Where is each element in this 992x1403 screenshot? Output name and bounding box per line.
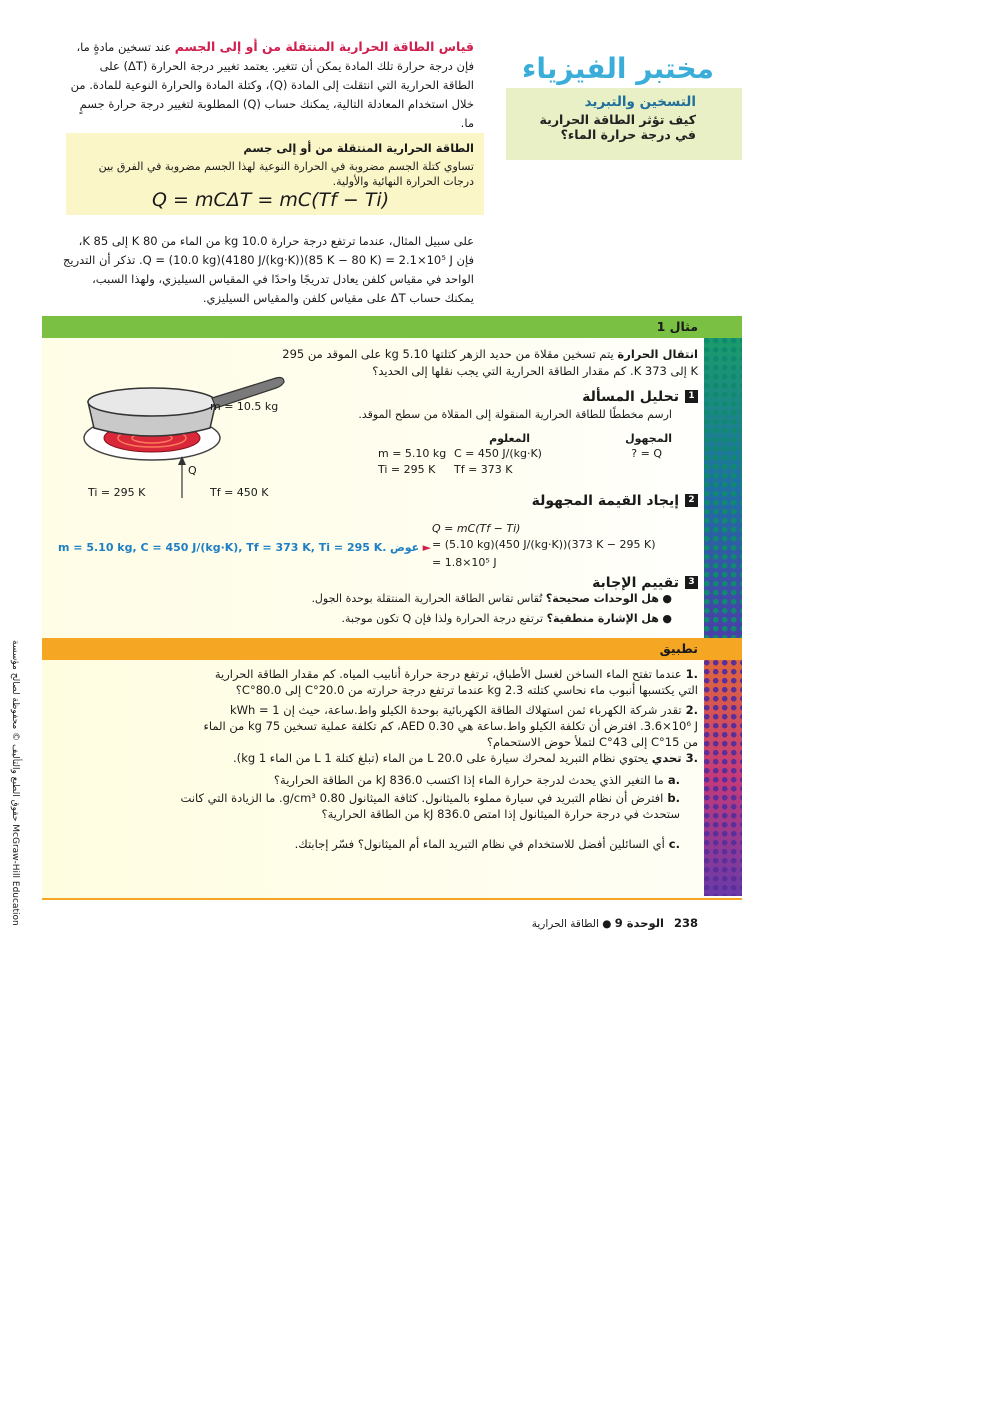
- footer-dot-icon: ●: [602, 918, 612, 930]
- substitution-line: [58, 541, 431, 554]
- step2-title: إيجاد القيمة المجهولة: [531, 493, 679, 509]
- step2-eq2: = (5.10 kg)(450 J/(kg·K))(373 K − 295 K): [432, 538, 656, 551]
- q3b-text: افترض أن نظام التبريد في سيارة مملوء بالميثانول. كثافة الميثانول 0.80 g/cm³. ما الزيادة التي كانت ستحدث في درجة حرارة الميثانول إذا امتص 836.0 kJ من الطاقة الحرارية؟: [180, 791, 680, 821]
- unit-label: الوحدة 9: [614, 916, 664, 930]
- known-head: المعلوم: [489, 432, 530, 445]
- lab-question: كيف تؤثر الطاقة الحرارية في درجة حرارة الماء؟: [539, 112, 696, 142]
- problem-title: انتقال الحرارة: [617, 347, 698, 361]
- unknown-q: Q = ?: [631, 447, 662, 460]
- bullet2-bold: هل الإشارة منطقية؟: [546, 612, 659, 625]
- bullet1-text: تُقاس تقاس الطاقة الحرارية المنتقلة بوحدة الجول.: [311, 592, 546, 605]
- copyright-text: حقوق الطبع والتأليف © محفوظة لصالح مؤسسة McGraw-Hill Education: [10, 640, 20, 926]
- bullet1-bold: هل الوحدات صحيحة؟: [545, 592, 659, 605]
- copyright-side-text: [2, 640, 22, 926]
- bullet-icon: ●: [658, 612, 672, 625]
- step3-bullet1: [311, 592, 672, 605]
- apply-header: [42, 638, 742, 660]
- page-footer: [520, 916, 698, 930]
- example-header: [42, 316, 742, 338]
- substitution-label: عوض: [389, 541, 420, 554]
- formula-title: الطاقة الحرارية المنتقلة من أو إلى جسم: [243, 141, 474, 155]
- formula-box: [66, 133, 484, 215]
- step1-title: تحليل المسألة: [582, 389, 679, 405]
- physics-lab-box: [506, 38, 742, 160]
- question-1: [202, 666, 698, 698]
- example-problem: [278, 346, 698, 380]
- step3-bullet2: [342, 612, 672, 625]
- q3c-letter: .c: [664, 837, 680, 851]
- page-number: 238: [673, 916, 698, 930]
- known-c: C = 450 J/(kg·K): [454, 447, 542, 460]
- step2-eq3: = 1.8×10⁵ J: [432, 556, 497, 569]
- intro-paragraph: [66, 37, 474, 133]
- question-3c: [240, 836, 680, 852]
- q3-number: .3: [681, 751, 698, 765]
- example-label: مثال 1: [656, 319, 698, 334]
- substitution-values: m = 5.10 kg, C = 450 J/(kg·K), Tf = 373 K, Ti = 295 K.: [58, 541, 387, 554]
- step3-title: تقييم الإجابة: [592, 575, 679, 591]
- step1-heading: [582, 386, 698, 405]
- step2-heading: [532, 490, 698, 509]
- apply-side-pattern: [704, 660, 742, 896]
- step1-text: ارسم مخططًا للطاقة الحرارية المنقولة إلى المقلاة من سطح الموقد.: [358, 408, 672, 421]
- apply-panel: [42, 638, 742, 900]
- example-panel: [42, 316, 742, 638]
- bullet2-text: ترتفع درجة الحرارة ولذا فإن Q تكون موجبة.: [341, 612, 547, 625]
- example-side-pattern: [704, 338, 742, 638]
- q3-text: يحتوي نظام التبريد لمحرك سيارة على 20.0 L من الماء (تبلغ كتلة 1 L من الماء 1 kg).: [233, 751, 652, 765]
- unknown-head: المجهول: [625, 432, 672, 445]
- step3-number: 3: [685, 576, 698, 589]
- step2-number: 2: [685, 494, 698, 507]
- q2-text: تقدر شركة الكهرباء ثمن استهلاك الطاقة الكهربائية بوحدة الكيلو واط.ساعة، حيث إن 1 kWh = 3.6×10⁶ J. افترض أن تكلفة الكيلو واط.ساعة هي AED 0.30، كم تكلفة عملية تسخين 75 kg من الماء من 15°C إلى 43°C لتملأ حوض الاستحمام؟: [203, 703, 698, 749]
- figure-mass-label: m = 10.5 kg: [210, 400, 279, 413]
- bullet-icon: ●: [658, 592, 672, 605]
- problem-text: يتم تسخين مقلاة من حديد الزهر كتلتها 5.10 kg على الموقد من 295 K إلى 373 K. كم مقدار الطاقة الحرارية التي يجب نقلها إلى الحديد؟: [282, 347, 698, 378]
- lab-title: مختبر الفيزياء: [522, 52, 714, 85]
- pan-figure: [80, 368, 310, 503]
- question-2: [202, 702, 698, 750]
- q1-number: .1: [681, 667, 698, 681]
- known-ti: Ti = 295 K: [378, 463, 436, 476]
- lab-subtitle: التسخين والتبريد: [584, 94, 696, 110]
- q3b-letter: .b: [663, 791, 680, 805]
- pan-rim: [88, 388, 216, 416]
- step3-heading: [592, 572, 698, 591]
- formula-equation: Q = mCΔT = mC(Tf − Ti): [152, 189, 390, 211]
- topic-label: الطاقة الحرارية: [531, 918, 599, 930]
- q3c-text: أي السائلين أفضل للاستخدام في نظام التبريد الماء أم الميثانول؟ فسّر إجابتك.: [294, 837, 665, 851]
- example-intro: على سبيل المثال، عندما ترتفع درجة حرارة 10.0 kg من الماء من 80 K إلى 85 K، فإن Q = (10.0 kg)(4180 J/(kg·K))(85 K − 80 K) = 2.1×10⁵ J. تذكر أن التدريج الواحد في مقياس كلفن يعادل تدريجًا واحدًا في المقياس السيليزي، ولهذا السبب، يمكنك حساب ΔT على مقياس كلفن والمقياس السيليزي.: [62, 234, 474, 305]
- question-3: [198, 750, 698, 766]
- q3a-letter: .a: [663, 773, 680, 787]
- substitution-arrow-icon: ►: [422, 541, 432, 554]
- step1-number: 1: [685, 390, 698, 403]
- step2-eq1: Q = mC(Tf − Ti): [432, 522, 521, 535]
- intro-text: عند تسخين مادةٍ ما، فإن درجة حرارة تلك المادة يمكن أن تتغير. يعتمد تغيير درجة الحرارة (ΔT) على الطاقة الحرارية التي انتقلت إلى المادة (Q)، وكتلة المادة والحرارة النوعية للمادة. من خلال استخدام المعادلة التالية، يمكنك حساب (Q) المطلوبة لتغيير درجة حرارة جسمٍ ما.: [70, 40, 474, 130]
- q3-bold: تحدي: [651, 751, 682, 765]
- question-3b: [180, 790, 680, 822]
- q2-number: .2: [681, 703, 698, 717]
- known-tf: Tf = 373 K: [454, 463, 513, 476]
- question-3a: [240, 772, 680, 788]
- q3a-text: ما التغير الذي يحدث لدرجة حرارة الماء إذا اكتسب 836.0 kJ من الطاقة الحرارية؟: [273, 773, 664, 787]
- apply-label: تطبيق: [659, 641, 698, 656]
- known-m: m = 5.10 kg: [378, 447, 447, 460]
- figure-ti-label: Ti = 295 K: [88, 486, 146, 499]
- formula-description: تساوي كتلة الجسم مضروبة في الحرارة النوعية لهذا الجسم مضروبة في الفرق بين درجات الحرارة النهائية والأولية.: [98, 160, 474, 188]
- figure-q-label: Q: [188, 464, 197, 477]
- intro-highlight: قياس الطاقة الحرارية المنتقلة من أو إلى الجسم: [174, 39, 474, 54]
- q1-text: عندما تفتح الماء الساخن لغسل الأطباق، ترتفع درجة حرارة أنابيب المياه. كم مقدار الطاقة الحرارية التي يكتسبها أنبوب ماء نحاسي كتلته 2.3 kg عندما ترتفع درجة حرارته من 20.0°C إلى 80.0°C؟: [214, 667, 698, 697]
- figure-tf-label: Tf = 450 K: [210, 486, 269, 499]
